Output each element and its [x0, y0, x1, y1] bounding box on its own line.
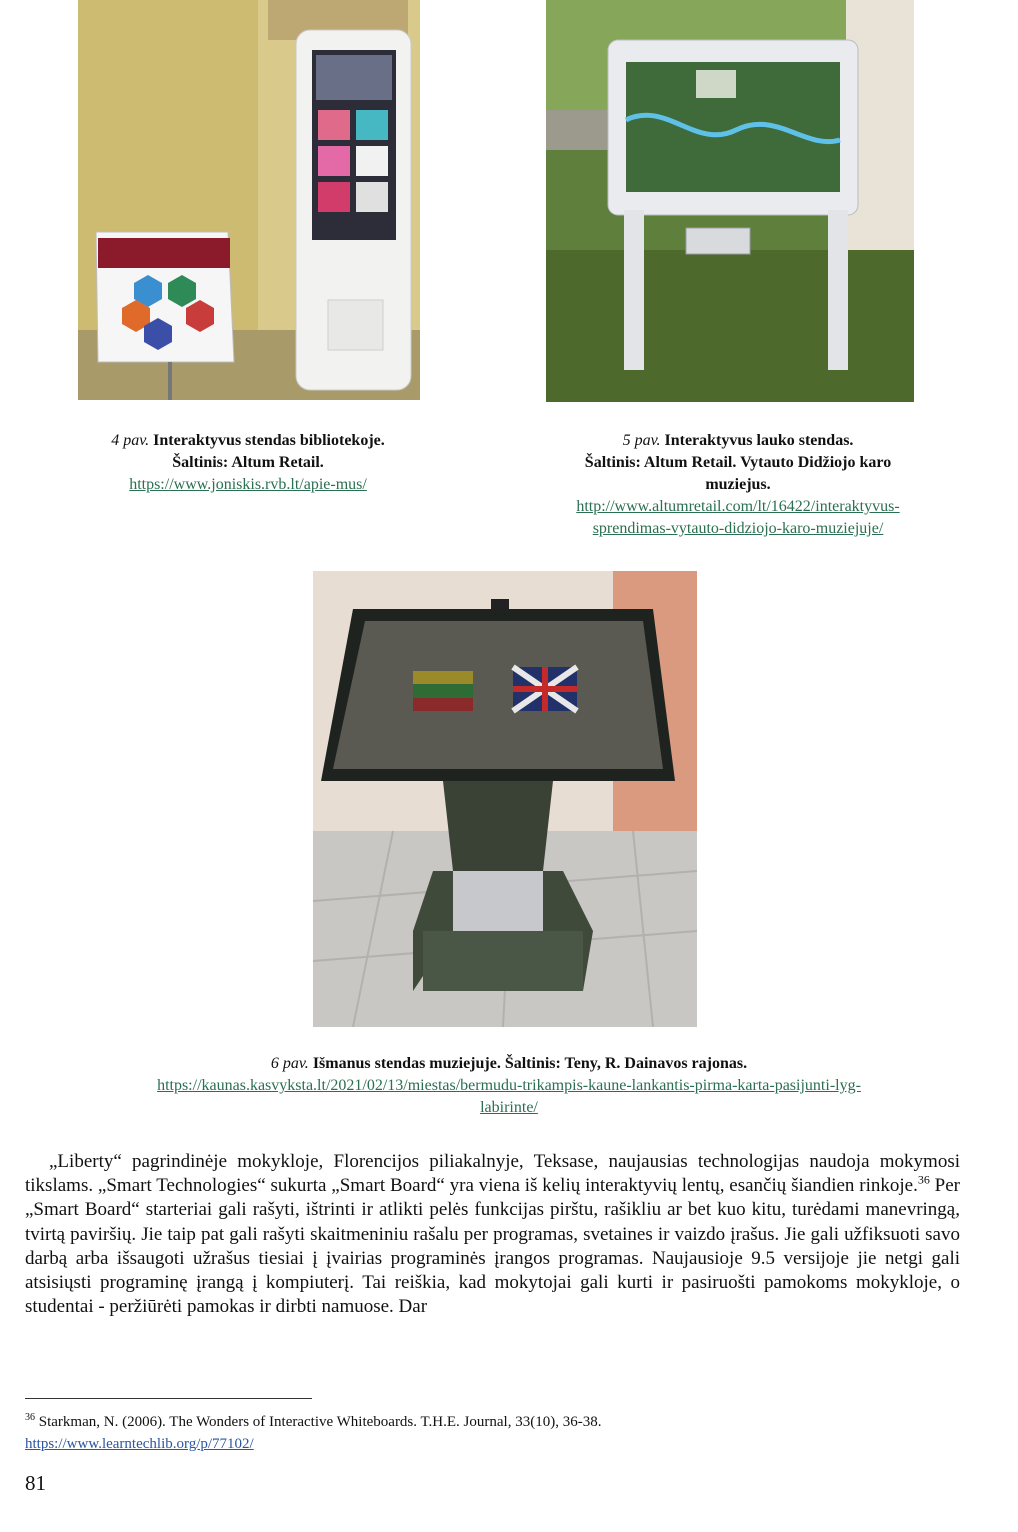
figure-6-title: Išmanus stendas muziejuje. Šaltinis: Teny, R. Dainavos rajonas.: [312, 1055, 748, 1072]
figure-5-link-line1[interactable]: http://www.altumretail.com/lt/16422/interaktyvus-: [576, 498, 900, 515]
body-paragraph: [25, 1150, 960, 1319]
figure-6-link-line1[interactable]: https://kaunas.kasvyksta.lt/2021/02/13/miestas/bermudu-trikampis-kaune-lankantis-pirma-karta-pasijunti-lyg-: [157, 1077, 861, 1094]
figure-5-caption: [520, 430, 956, 540]
figure-6-photo: [313, 571, 697, 1027]
figure-6-link-line2[interactable]: labirinte/: [480, 1099, 538, 1116]
figure-5-source-line1: Šaltinis: Altum Retail. Vytauto Didžiojo karo: [584, 454, 892, 471]
footnote-text: Starkman, N. (2006). The Wonders of Interactive Whiteboards. T.H.E. Journal, 33(10), 36-38.: [35, 1414, 602, 1430]
figure-6-number: 6 pav.: [270, 1055, 309, 1072]
figure-5-photo: [546, 0, 914, 402]
body-text-part1: „Liberty“ pagrindinėje mokykloje, Florencijos piliakalnyje, Teksase, naujausias technologijas naudoja mokymosi tikslams. „Smart Technologies“ sukurta „Smart Board“ yra viena iš kelių interaktyvių lentų, esančių šiandien rinkoje.: [25, 1151, 960, 1197]
footnote-divider: [25, 1398, 312, 1399]
figure-4-link[interactable]: https://www.joniskis.rvb.lt/apie-mus/: [129, 476, 367, 493]
figure-4-source: Šaltinis: Altum Retail.: [172, 454, 324, 471]
footnote-mark: 36: [25, 1412, 35, 1423]
figure-4-caption: [48, 430, 448, 496]
figure-5-number: 5 pav.: [622, 432, 661, 449]
figure-4-number: 4 pav.: [111, 432, 150, 449]
footnote-link[interactable]: https://www.learntechlib.org/p/77102/: [25, 1436, 254, 1452]
figure-4-photo: [78, 0, 420, 400]
footnote: [25, 1407, 925, 1455]
figure-6-caption: [20, 1053, 998, 1119]
figure-5-link-line2[interactable]: sprendimas-vytauto-didziojo-karo-muziejuje/: [592, 520, 884, 537]
body-text-part2: Per „Smart Board“ starteriai gali rašyti, ištrinti ir atlikti pelės funkcijas pirštu, rašikliu ar bet kuo kitu, turėdami manevringą, tvirtą paviršių. Jie taip pat gali rašyti skaitmeniniu rašalu per programas, svetaines ir vaizdo įrašus. Jie gali užfiksuoti savo darbą arba išsaugoti užrašus tiesiai į įvairias programinės įrangos programas. Naujausioje 9.5 versijoje jie netgi gali atsisiųsti programinę įrangą į kompiuterį. Tai reiškia, kad mokytojai gali kurti ir pasiruošti pamokoms mokykloje, o studentai - peržiūrėti pamokas ir dirbti namuose. Dar: [25, 1175, 960, 1318]
figure-5-title: Interaktyvus lauko stendas.: [664, 432, 854, 449]
figure-5-source-line2: muziejus.: [705, 476, 771, 493]
page-number: 81: [25, 1471, 46, 1495]
footnote-reference[interactable]: 36: [917, 1172, 930, 1187]
figure-4-title: Interaktyvus stendas bibliotekoje.: [153, 432, 385, 449]
